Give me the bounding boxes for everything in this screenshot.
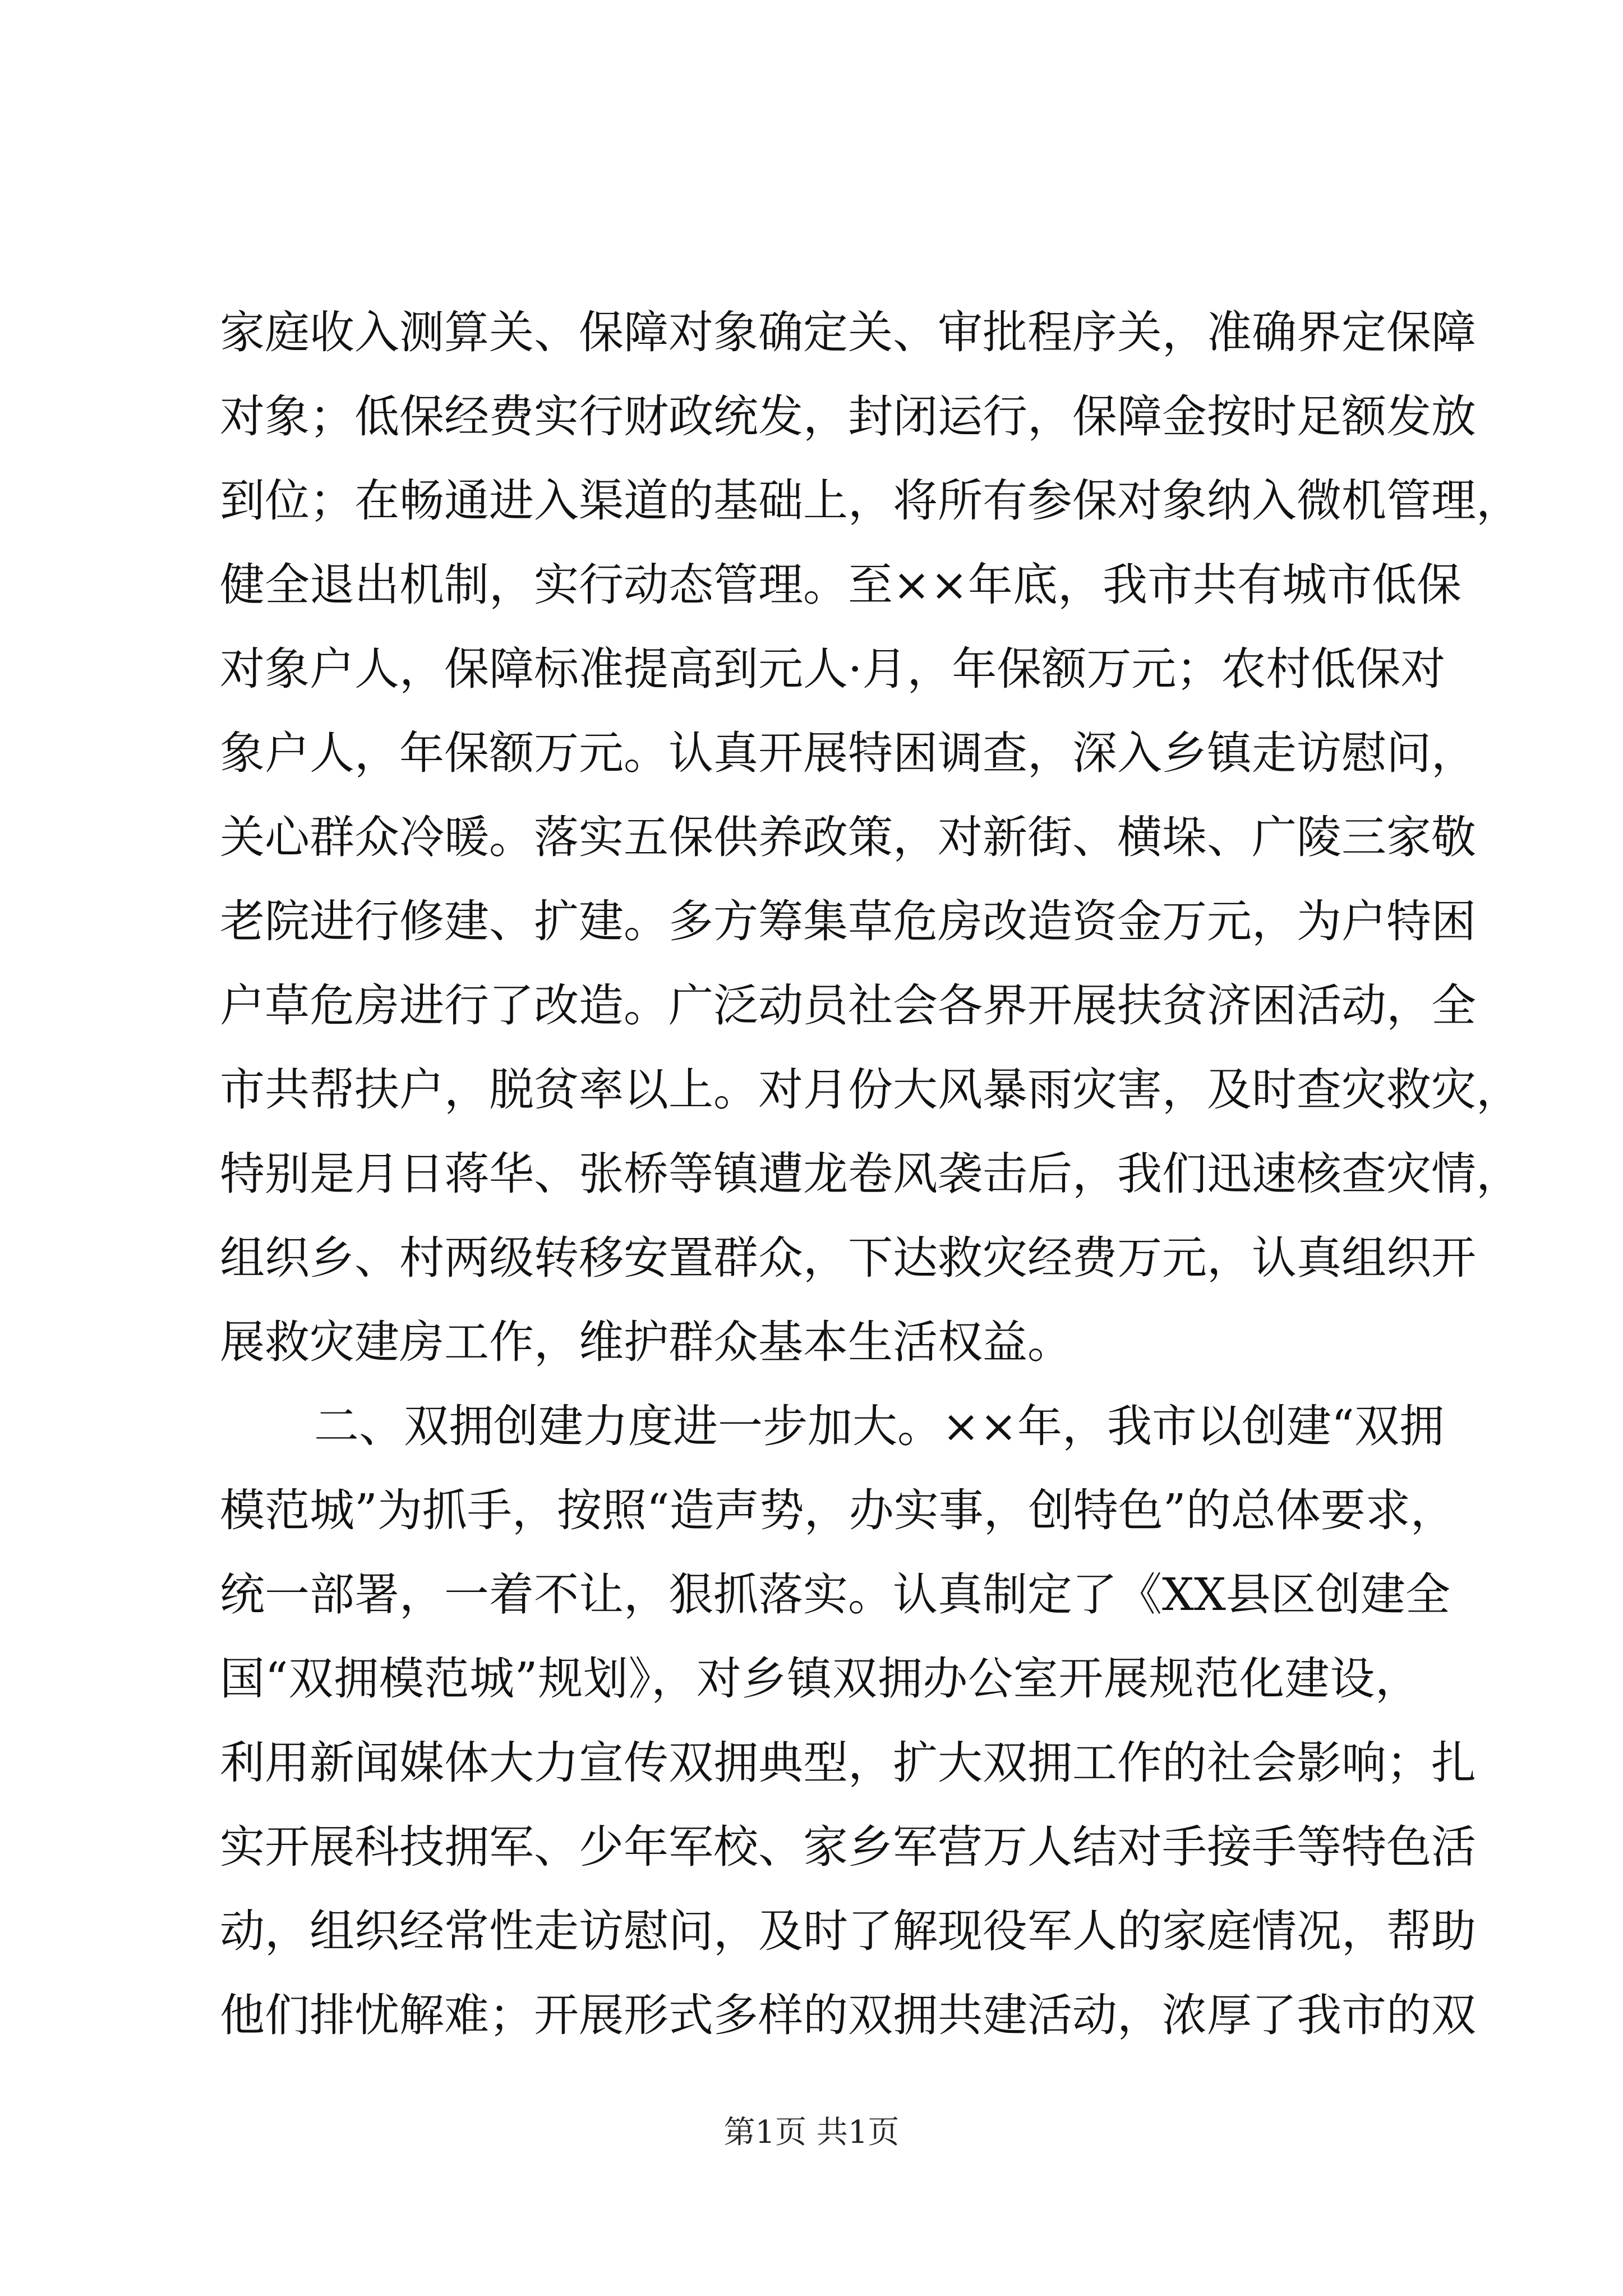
text-line: 他们排忧解难；开展形式多样的双拥共建活动，浓厚了我市的双: [220, 1989, 1476, 2041]
text-line: 户草危房进行了改造。广泛动员社会各界开展扶贫济困活动，全: [220, 979, 1476, 1032]
document-body: [220, 291, 1521, 2058]
text-line: 实开展科技拥军、少年军校、家乡军营万人结对手接手等特色活: [220, 1821, 1476, 1873]
text-line: 对象；低保经费实行财政统发，封闭运行，保障金按时足额发放: [220, 390, 1476, 443]
text-line: 家庭收入测算关、保障对象确定关、审批程序关，准确界定保障: [220, 306, 1476, 358]
text-line: 模范城”为抓手，按照“造声势，办实事，创特色”的总体要求，: [220, 1484, 1455, 1536]
text-line: 国“双拥模范城”规划》，对乡镇双拥办公室开展规范化建设，: [220, 1653, 1420, 1705]
text-line: 象户人，年保额万元。认真开展特困调查，深入乡镇走访慰问，: [220, 727, 1476, 779]
text-line: 健全退出机制，实行动态管理。至××年底，我市共有城市低保: [220, 559, 1462, 611]
text-line: 利用新闻媒体大力宣传双拥典型，扩大双拥工作的社会影响；扎: [220, 1737, 1476, 1789]
text-line: 组织乡、村两级转移安置群众，下达救灾经费万元，认真组织开: [220, 1232, 1476, 1284]
text-line: 对象户人，保障标准提高到元人·月，年保额万元；农村低保对: [220, 643, 1446, 695]
page-footer: [0, 2110, 1623, 2155]
text-line: 关心群众冷暖。落实五保供养政策，对新街、横垛、广陵三家敬: [220, 811, 1476, 863]
text-line: 老院进行修建、扩建。多方筹集草危房改造资金万元，为户特困: [220, 895, 1476, 947]
page-number-label: 第1页 共1页: [723, 2114, 900, 2151]
text-line: 展救灾建房工作，维护群众基本生活权益。: [220, 1316, 1072, 1368]
text-line: 市共帮扶户，脱贫率以上。对月份大风暴雨灾害，及时查灾救灾，: [220, 1064, 1521, 1116]
text-line: 统一部署，一着不让，狠抓落实。认真制定了《XX县区创建全: [220, 1568, 1450, 1621]
text-line: 特别是月日蒋华、张桥等镇遭龙卷风袭击后，我们迅速核查灾情，: [220, 1148, 1521, 1200]
text-line: 动，组织经常性走访慰问，及时了解现役军人的家庭情况，帮助: [220, 1905, 1476, 1957]
paragraph-start-line: 二、双拥创建力度进一步加大。××年，我市以创建“双拥: [314, 1400, 1444, 1452]
text-line: 到位；在畅通进入渠道的基础上，将所有参保对象纳入微机管理，: [220, 475, 1521, 527]
